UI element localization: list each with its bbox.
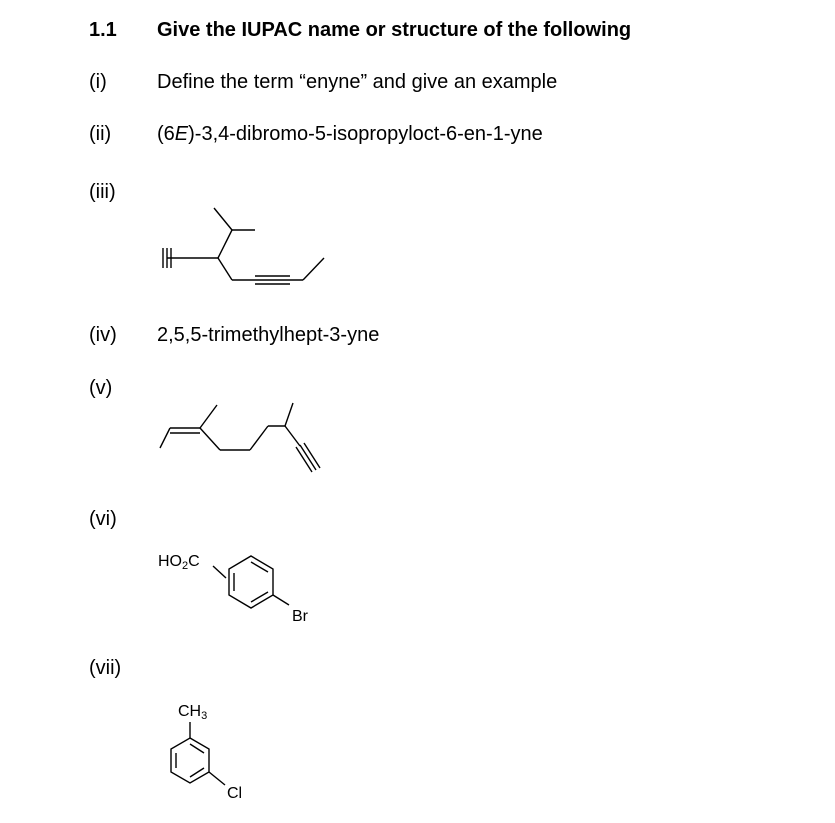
methyl-label: $CH_3$ [178,703,208,722]
item-text-iv: 2,5,5-trimethylhept-3-yne [157,324,380,346]
chloro-label: Cl [227,785,243,802]
item-label-v: (v) [89,377,113,399]
item-label-vi: (vi) [89,508,117,530]
item-label-vii: (vii) [89,657,122,679]
item-label-iii: (iii) [89,181,116,203]
item-label-i: (i) [89,71,107,93]
question-title: Give the IUPAC name or structure of the following [157,19,632,41]
item-text-ii: (6E)-3,4-dibromo-5-isopropyloct-6-en-1-yne [157,123,543,145]
item-label-ii: (ii) [89,123,112,145]
item-label-iv: (iv) [89,324,117,346]
question-number: 1.1 [89,19,117,41]
bromo-label: Br [292,608,308,625]
item-text-i: Define the term “enyne” and give an example [157,71,558,93]
carboxyl-label: $HO_2C$ [158,553,200,572]
